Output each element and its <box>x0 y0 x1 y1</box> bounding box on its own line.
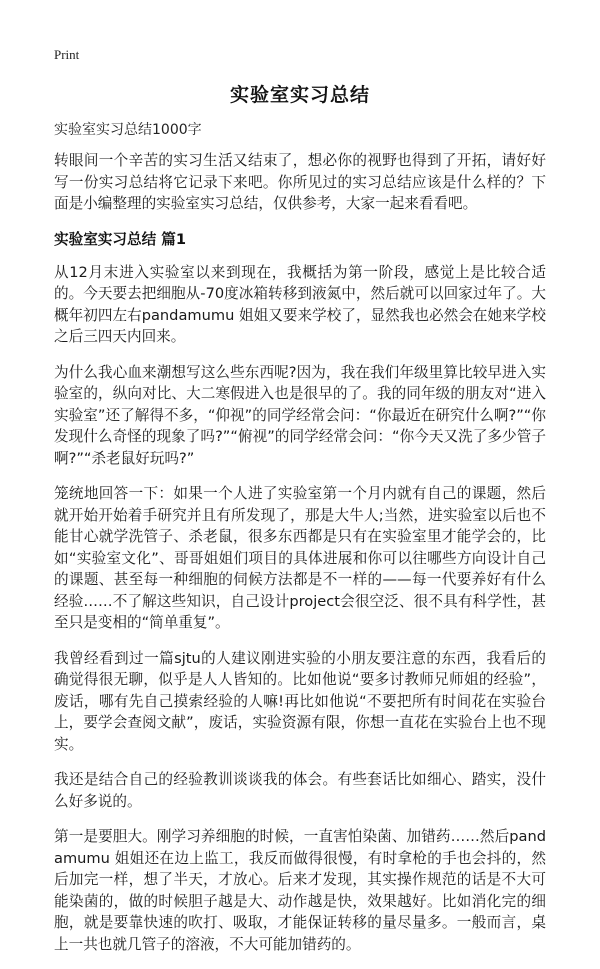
document-title: 实验室实习总结 <box>229 84 370 106</box>
paragraph: 为什么我心血来潮想写这么些东西呢?因为，我在我们年级里算比较早进入实验室的，纵向对比、大二寒假进入也是很早的了。我的同年级的朋友对“进入实验室”还了解得不多，“仰视”的同学经常会问：“你最近在研究什么啊?”“你发现什么奇怪的现象了吗?”“俯视”的同学经常会问：“你今天又洗了多少管子啊?”“杀老鼠好玩吗?” <box>54 363 546 467</box>
paragraph: 笼统地回答一下：如果一个人进了实验室第一个月内就有自己的课题，然后就开始开始着手研究并且有所发现了，那是大牛人;当然，进实验室以后也不能甘心就学洗管子、杀老鼠，很多东西都是只有在实验室里才能学会的，比如“实验室文化”、哥哥姐姐们项目的具体进展和你可以往哪些方向设计自己的课题、甚至每一种细胞的伺候方法都是不一样的——每一代要养好有什么经验……不了解这些知识，自己设计project会很空泛、很不具有科学性，甚至只是变相的“简单重复”。 <box>54 485 546 631</box>
section-heading: 实验室实习总结 篇1 <box>54 230 186 248</box>
paragraph: 第一是要胆大。刚学习养细胞的时候，一直害怕染菌、加错药……然后pandamumu 姐姐还在边上监工，我反而做得很慢，有时拿枪的手也会抖的，然后加完一样，想了半天，才放心。后来才发现，其实操作规范的话是不大可能染菌的，做的时候胆子越是大、动作越是快，效果越好。比如消化完的细胞，就是要靠快速的吹打、吸取，才能保证转移的量尽量多。一般而言，桌上一共也就几管子的溶液，不大可能加错药的。 <box>54 828 546 953</box>
paragraph: 我还是结合自己的经验教训谈谈我的体会。有些套话比如细心、踏实，没什么好多说的。 <box>54 771 546 810</box>
intro-paragraph: 转眼间一个辛苦的实习生活又结束了，想必你的视野也得到了开拓，请好好写一份实习总结将它记录下来吧。你所见过的实习总结应该是什么样的？下面是小编整理的实验室实习总结，仅供参考，大家一起来看看吧。 <box>54 152 546 212</box>
paragraph: 从12月末进入实验室以来到现在，我概括为第一阶段，感觉上是比较合适的。今天要去把细胞从-70度冰箱转移到液氮中，然后就可以回家过年了。大概年初四左右pandamumu 姐姐又要来学校了，显然我也必然会在她来学校之后三四天内回来。 <box>54 263 546 345</box>
document-subtitle: 实验室实习总结1000字 <box>54 122 202 138</box>
print-label: Print <box>54 47 80 62</box>
document-body <box>54 150 546 969</box>
paragraph: 我曾经看到过一篇sjtu的人建议刚进实验的小朋友要注意的东西，我看后的确觉得很无聊，似乎是人人皆知的。比如他说“要多讨教师兄师姐的经验”，废话，哪有先自己摸索经验的人嘛!再比如他说“不要把所有时间花在实验台上，要学会查阅文献”，废话，实验资源有限，你想一直花在实验台上也不现实。 <box>54 649 546 753</box>
